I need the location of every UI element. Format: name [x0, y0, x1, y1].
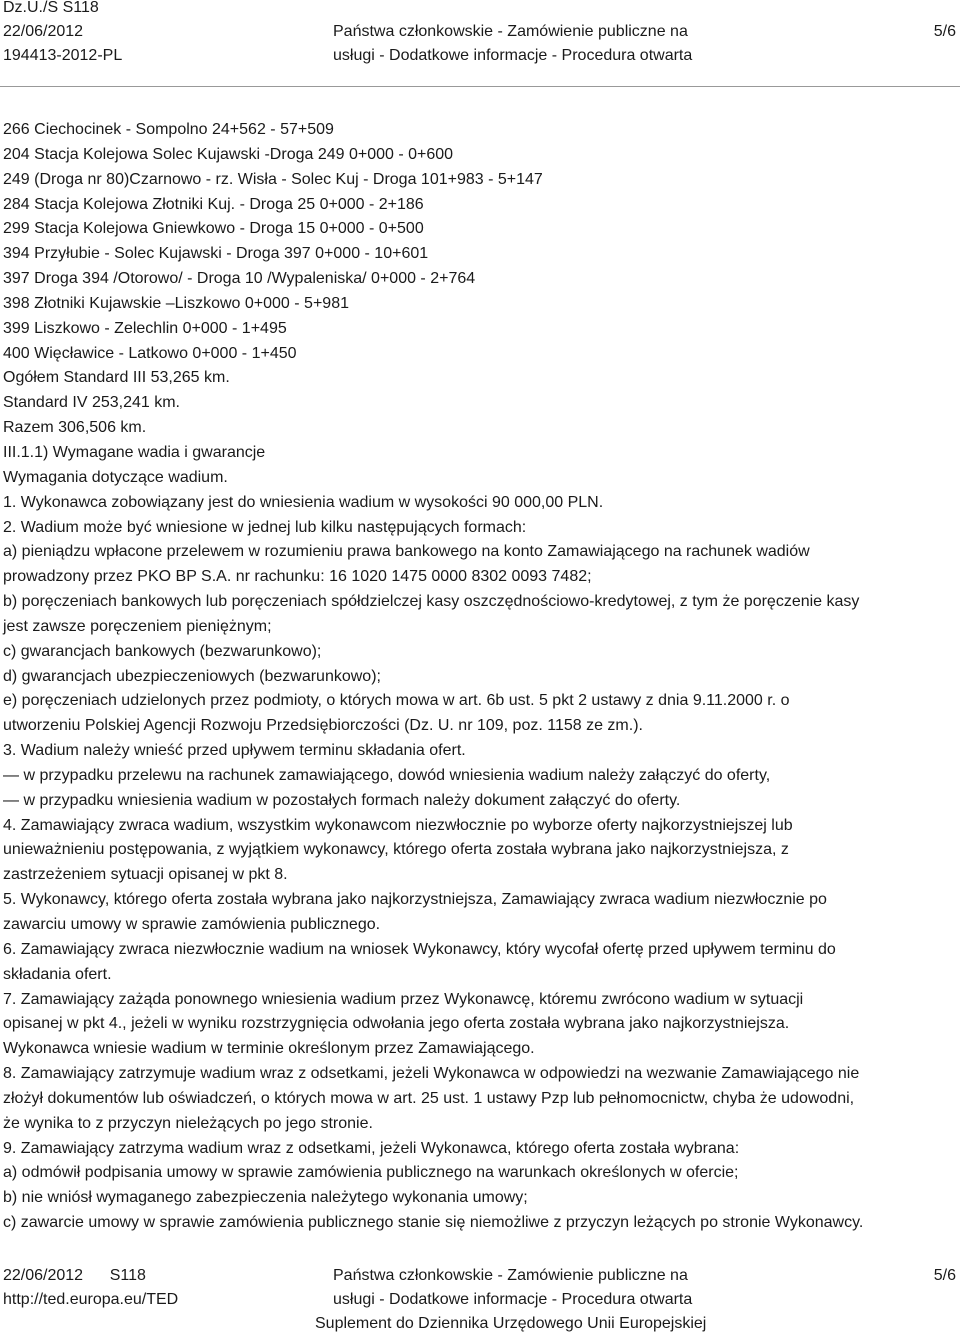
body-line: 3. Wadium należy wnieść przed upływem terminu składania ofert.	[3, 742, 466, 760]
body-line: 204 Stacja Kolejowa Solec Kujawski -Droga 249 0+000 - 0+600	[3, 145, 454, 163]
header-title-line2: usługi - Dodatkowe informacje - Procedura otwarta	[333, 47, 693, 64]
page-header	[0, 0, 960, 86]
body-line: 394 Przyłubie - Solec Kujawski - Droga 397 0+000 - 10+601	[3, 245, 429, 263]
body-line: 6. Zamawiający zwraca niezwłocznie wadium na wniosek Wykonawcy, który wycofał ofertę przed upływem terminu do	[3, 940, 836, 958]
body-line: 397 Droga 394 /Otorowo/ - Droga 10 /Wypaleniska/ 0+000 - 2+764	[3, 270, 476, 288]
body-line: Ogółem Standard III 53,265 km.	[3, 369, 230, 387]
body-line: c) gwarancjach bankowych (bezwarunkowo);	[3, 642, 322, 660]
body-line: 266 Ciechocinek - Sompolno 24+562 - 57+509	[3, 121, 334, 138]
footer-title-line3: Suplement do Dziennika Urzędowego Unii Europejskiej	[315, 1315, 707, 1332]
body-line: składania ofert.	[3, 965, 112, 983]
header-date: 22/06/2012	[3, 23, 84, 40]
notice-id: 194413-2012-PL	[3, 47, 123, 64]
body-line: zawarciu umowy w sprawie zamówienia publicznego.	[3, 916, 381, 933]
footer-url: http://ted.europa.eu/TED	[3, 1291, 179, 1308]
body-line: 400 Więcławice - Latkowo 0+000 - 1+450	[3, 344, 297, 362]
footer-page-number: 5/6	[933, 1267, 956, 1284]
body-line: b) nie wniósł wymaganego zabezpieczenia należytego wykonania umowy;	[3, 1189, 528, 1207]
page-footer	[0, 1262, 960, 1334]
body-line: — w przypadku wniesienia wadium w pozostałych formach należy dokument załączyć do oferty.	[3, 791, 681, 809]
journal-ref: Dz.U./S S118	[3, 0, 99, 16]
body-line: 2. Wadium może być wniesione w jednej lub kilku następujących formach:	[3, 518, 527, 536]
body-line: b) poręczeniach bankowych lub poręczeniach spółdzielczej kasy oszczędnościowo-kredytowej, z tym że poręczenie kasy	[3, 593, 860, 611]
body-line: 8. Zamawiający zatrzymuje wadium wraz z odsetkami, jeżeli Wykonawca w odpowiedzi na wezwanie Zamawiającego nie	[3, 1065, 860, 1083]
body-line: Wymagania dotyczące wadium.	[3, 468, 228, 486]
body-line: III.1.1) Wymagane wadia i gwarancje	[3, 443, 266, 461]
body-line: e) poręczeniach udzielonych przez podmioty, o których mowa w art. 6b ust. 5 pkt 2 ustawy z dnia 9.11.2000 r. o	[3, 692, 790, 710]
body-line: 5. Wykonawcy, którego oferta została wybrana jako najkorzystniejsza, Zamawiający zwraca wadium niezwłocznie po	[3, 891, 827, 909]
header-title	[333, 20, 753, 68]
footer-title-line2: usługi - Dodatkowe informacje - Procedura otwarta	[333, 1291, 693, 1308]
body-line: 284 Stacja Kolejowa Złotniki Kuj. - Droga 25 0+000 - 2+186	[3, 195, 424, 213]
body-line: opisanej w pkt 4., jeżeli w wyniku rozstrzygnięcia odwołania jego oferta została wybrana jako najkorzystniejsza.	[3, 1015, 790, 1033]
body-line: 4. Zamawiający zwraca wadium, wszystkim wykonawcom niezwłocznie po wyborze oferty najkorzystniejszej lub	[3, 816, 793, 834]
footer-title-line1: Państwa członkowskie - Zamówienie publiczne na	[333, 1267, 688, 1284]
body-line: 1. Wykonawca zobowiązany jest do wniesienia wadium w wysokości 90 000,00 PLN.	[3, 493, 604, 511]
body-line: zastrzeżeniem sytuacji opisanej w pkt 8.	[3, 866, 288, 884]
body-line: 249 (Droga nr 80)Czarnowo - rz. Wisła - Solec Kuj - Droga 101+983 - 5+147	[3, 170, 543, 188]
header-page-number: 5/6	[933, 23, 956, 40]
body-line: Razem 306,506 km.	[3, 419, 147, 437]
footer-title	[315, 1264, 706, 1336]
body-line: unieważnieniu postępowania, z wyjątkiem wykonawcy, którego oferta została wybrana jako najkorzystniejsza, z	[3, 841, 789, 859]
body-line: 9. Zamawiający zatrzyma wadium wraz z odsetkami, jeżeli Wykonawca, którego oferta została wybrana:	[3, 1139, 740, 1157]
footer-left	[3, 1264, 178, 1312]
body-line: utworzeniu Polskiej Agencji Rozwoju Przedsiębiorczości (Dz. U. nr 109, poz. 1158 ze zm.).	[3, 717, 643, 735]
document-body	[3, 118, 957, 1236]
body-line: jest zawsze poręczeniem pieniężnym;	[3, 617, 272, 635]
body-line: że wynika to z przyczyn nieleżących po jego stronie.	[3, 1114, 373, 1132]
body-line: złożył dokumentów lub oświadczeń, o których mowa w art. 25 ust. 1 ustawy Pzp lub pełnomocnictw, chyba że udowodni,	[3, 1089, 855, 1107]
body-line: 7. Zamawiający zażąda ponownego wniesienia wadium przez Wykonawcę, któremu zwrócono wadium w sytuacji	[3, 990, 804, 1008]
body-line: Wykonawca wniesie wadium w terminie określonym przez Zamawiającego.	[3, 1040, 535, 1058]
body-line: Standard IV 253,241 km.	[3, 394, 180, 412]
body-line: — w przypadku przelewu na rachunek zamawiającego, dowód wniesienia wadium należy załączyć do oferty,	[3, 766, 771, 784]
body-line: 299 Stacja Kolejowa Gniewkowo - Droga 15 0+000 - 0+500	[3, 220, 424, 238]
header-divider	[0, 86, 960, 87]
body-line: 399 Liszkowo - Zelechlin 0+000 - 1+495	[3, 319, 287, 337]
body-line: a) odmówił podpisania umowy w sprawie zamówienia publicznego na warunkach określonych w ofercie;	[3, 1164, 739, 1182]
header-title-line1: Państwa członkowskie - Zamówienie publiczne na	[333, 23, 688, 40]
body-line: c) zawarcie umowy w sprawie zamówienia publicznego stanie się niemożliwe z przyczyn leżących po stronie Wykonawcy.	[3, 1214, 864, 1232]
body-line: prowadzony przez PKO BP S.A. nr rachunku: 16 1020 1475 0000 8302 0093 7482;	[3, 568, 592, 586]
body-line: 398 Złotniki Kujawskie –Liszkowo 0+000 - 5+981	[3, 294, 349, 312]
body-line: a) pieniądzu wpłacone przelewem w rozumieniu prawa bankowego na konto Zamawiającego na rachunek wadiów	[3, 543, 810, 561]
header-left	[3, 0, 122, 68]
body-line: d) gwarancjach ubezpieczeniowych (bezwarunkowo);	[3, 667, 381, 685]
footer-date-series: 22/06/2012 S118	[3, 1267, 146, 1284]
